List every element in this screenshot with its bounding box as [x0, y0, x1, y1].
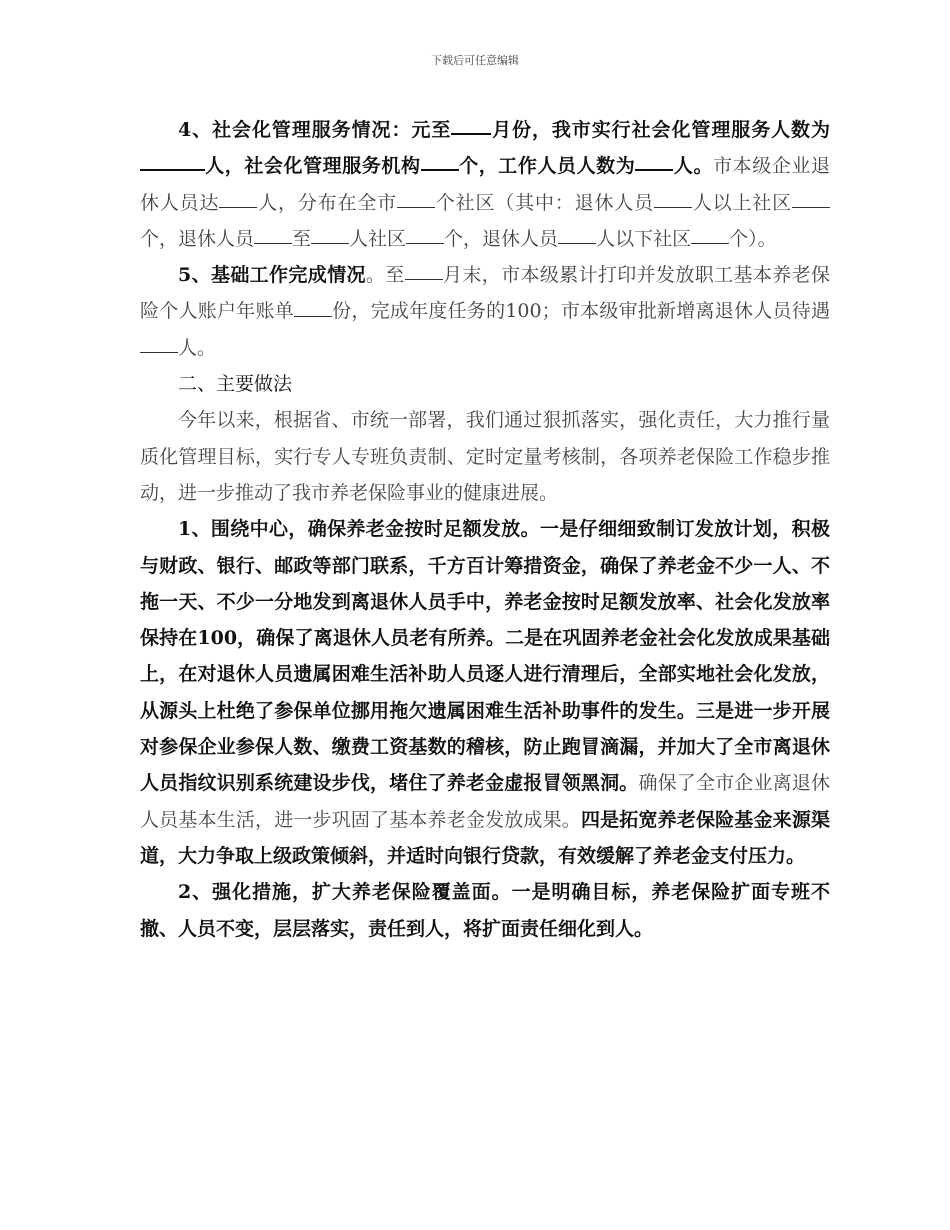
p4-light-h: 个社区（其中：退休人员 — [434, 191, 654, 214]
p1-bold-1: 1、围绕中心，确保养老金按时足额发放。一是仔细细致制订发放计划，积极与财政、银行、邮政等部门联系，千方百计筹措资金，确保了养老金不少一人、不拖一天、不少一分地发到离退休人员手中，养老金按时足额发放率、社会化发放率保持在100，确保了离退休人员老有所养。二是在巩固养老金社会化发放成果基础上，在对退休人员遗属困难生活补助人员逐人进行清理后，全部实地社会化发放，从源头上杜绝了参保单位挪用拖欠遗属困难生活补助事件的发生。三是进一步开展对参保企业参保人数、缴费工资基数的稽核，防止跑冒滴漏，并加大了全市离退休人员指纹识别系统建设步伐，堵住了养老金虚报冒领黑洞。 — [140, 518, 830, 795]
blank-field — [311, 242, 349, 244]
p4-bold-c: 人，社会化管理服务机构 — [204, 155, 421, 178]
blank-field — [397, 206, 435, 208]
document-body — [140, 112, 830, 947]
blank-field — [558, 242, 596, 244]
p5-light-e: 人。 — [178, 336, 217, 359]
p4-bold-a: 4、社会化管理服务情况：元至 — [178, 119, 452, 141]
blank-field — [405, 278, 443, 280]
blank-field — [421, 168, 459, 171]
p4-light-i: 人以上社区 — [691, 191, 792, 214]
p4-light-m: 个，退休人员 — [444, 227, 559, 250]
page-header: 下载后可任意编辑 — [431, 54, 519, 67]
paragraph-pension-payment — [140, 511, 830, 874]
p5-bold-a: 5、基础工作完成情况 — [178, 264, 366, 287]
p4-light-k: 至 — [292, 227, 312, 250]
paragraph-intro: 今年以来，根据省、市统一部署，我们通过狠抓落实，强化责任，大力推行量质化管理目标，实行专人专班负责制、定时定量考核制，各项养老保险工作稳步推动，进一步推动了我市养老保险事业的健康进展。 — [140, 409, 830, 504]
p5-light-d: 份，完成年度任务的100；市本级审批新增离退休人员待遇 — [331, 300, 830, 323]
section-heading-text: 二、主要做法 — [178, 373, 293, 396]
p5-light-b: 。至 — [365, 264, 405, 287]
blank-field — [140, 168, 205, 171]
p4-light-g: 人，分布在全市 — [257, 191, 397, 214]
p4-bold-b: 月份，我市实行社会化管理服务人数为 — [491, 119, 830, 141]
blank-field — [294, 315, 332, 317]
p5-light-c: 月末，市本级累计打印并发放职工基本养老保险个人账户年账单 — [140, 264, 830, 323]
paragraph-social-management — [140, 112, 830, 257]
p4-light-j: 个，退休人员 — [140, 227, 255, 250]
p4-light-l: 人社区 — [349, 227, 407, 250]
blank-field — [451, 132, 491, 135]
p4-light-n: 人以下社区 — [596, 227, 692, 250]
blank-field — [406, 242, 444, 244]
p4-light-f: 市本级企业退休人员达 — [140, 155, 830, 214]
blank-field — [691, 242, 729, 244]
blank-field — [654, 206, 692, 208]
blank-field — [635, 168, 673, 171]
section-heading — [140, 366, 830, 402]
blank-field — [254, 242, 292, 244]
p1-bold-2: 四是拓宽养老保险基金来源渠道，大力争取上级政策倾斜，并适时向银行贷款，有效缓解了养老金支付压力。 — [140, 808, 830, 867]
paragraph-basic-work — [140, 257, 830, 366]
p4-light-o: 个）。 — [729, 227, 777, 250]
paragraph-coverage: 2、强化措施，扩大养老保险覆盖面。一是明确目标，养老保险扩面专班不撤、人员不变，层层落实，责任到人，将扩面责任细化到人。 — [140, 881, 830, 940]
p1-light: 确保了全市企业离退休人员基本生活，进一步巩固了基本养老金发放成果。 — [140, 772, 830, 831]
blank-field — [140, 351, 178, 353]
blank-field — [219, 206, 257, 208]
blank-field — [792, 206, 830, 208]
p4-bold-e: 人。 — [673, 155, 714, 178]
p4-bold-d: 个，工作人员人数为 — [458, 155, 636, 178]
